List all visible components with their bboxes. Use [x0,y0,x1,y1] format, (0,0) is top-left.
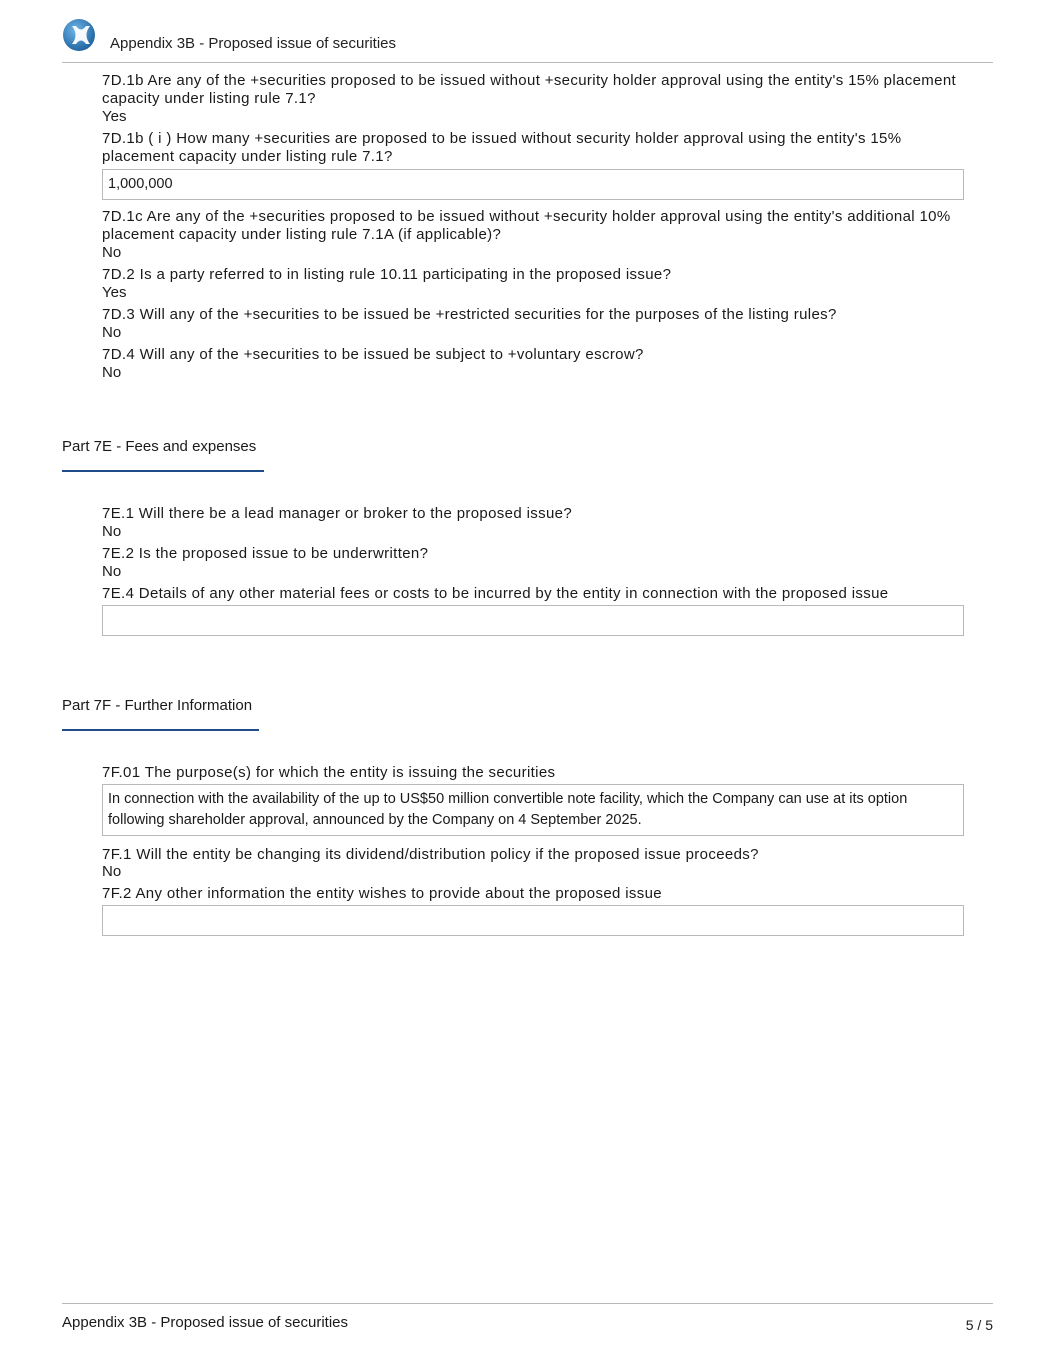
answer-box-7d-1b-i [102,169,964,200]
asx-logo-icon [62,18,96,52]
section-rule-7e [62,470,264,472]
question-7f-1: 7F.1 Will the entity be changing its dividend/distribution policy if the proposed issue proceeds? [102,846,759,863]
answer-7d-2: Yes [102,284,127,301]
page-footer [62,1303,993,1333]
answer-7d-1b-i: 1,000,000 [108,176,173,192]
answer-7d-4: No [102,364,122,381]
answer-7d-1b: Yes [102,108,127,125]
page-number: 5 / 5 [965,1317,993,1333]
question-7e-1: 7E.1 Will there be a lead manager or broker to the proposed issue? [102,505,573,522]
answer-box-7f-01 [102,784,964,836]
question-7d-4: 7D.4 Will any of the +securities to be issued be subject to +voluntary escrow? [102,346,644,363]
answer-7d-3: No [102,324,122,341]
answer-7f-01: In connection with the availability of the up to US$50 million convertible note facility, which the Company can use at its option following shareholder approval, announced by the Company on 4 September 2025. [108,791,908,828]
question-7e-2: 7E.2 Is the proposed issue to be underwritten? [102,545,429,562]
question-7d-1b-i: 7D.1b ( i ) How many +securities are proposed to be issued without security holder approval using the entity's 15% placement capacity under listing rule 7.1? [102,130,902,165]
page-header [62,18,993,63]
question-7d-1b: 7D.1b Are any of the +securities proposed to be issued without +security holder approval using the entity's 15% placement capacity under listing rule 7.1? [102,72,957,107]
answer-box-7e-4 [102,605,964,636]
answer-7d-1c: No [102,244,122,261]
answer-box-7f-2 [102,905,964,936]
question-7d-3: 7D.3 Will any of the +securities to be issued be +restricted securities for the purposes of the listing rules? [102,306,837,323]
header-title: Appendix 3B - Proposed issue of securities [110,35,396,52]
answer-7e-2: No [102,563,122,580]
answer-7f-1: No [102,863,122,880]
question-7d-2: 7D.2 Is a party referred to in listing rule 10.11 participating in the proposed issue? [102,266,672,283]
footer-title: Appendix 3B - Proposed issue of securities [62,1314,348,1331]
question-7d-1c: 7D.1c Are any of the +securities proposed to be issued without +security holder approval using the entity's additional 10% placement capacity under listing rule 7.1A (if applicable)? [102,208,951,243]
question-7f-01: 7F.01 The purpose(s) for which the entity is issuing the securities [102,764,556,781]
question-7f-2: 7F.2 Any other information the entity wishes to provide about the proposed issue [102,885,662,902]
section-title-7f: Part 7F - Further Information [62,697,253,714]
answer-7e-1: No [102,523,122,540]
section-rule-7f [62,729,259,731]
section-title-7e: Part 7E - Fees and expenses [62,438,257,455]
question-7e-4: 7E.4 Details of any other material fees or costs to be incurred by the entity in connection with the proposed issue [102,585,889,602]
